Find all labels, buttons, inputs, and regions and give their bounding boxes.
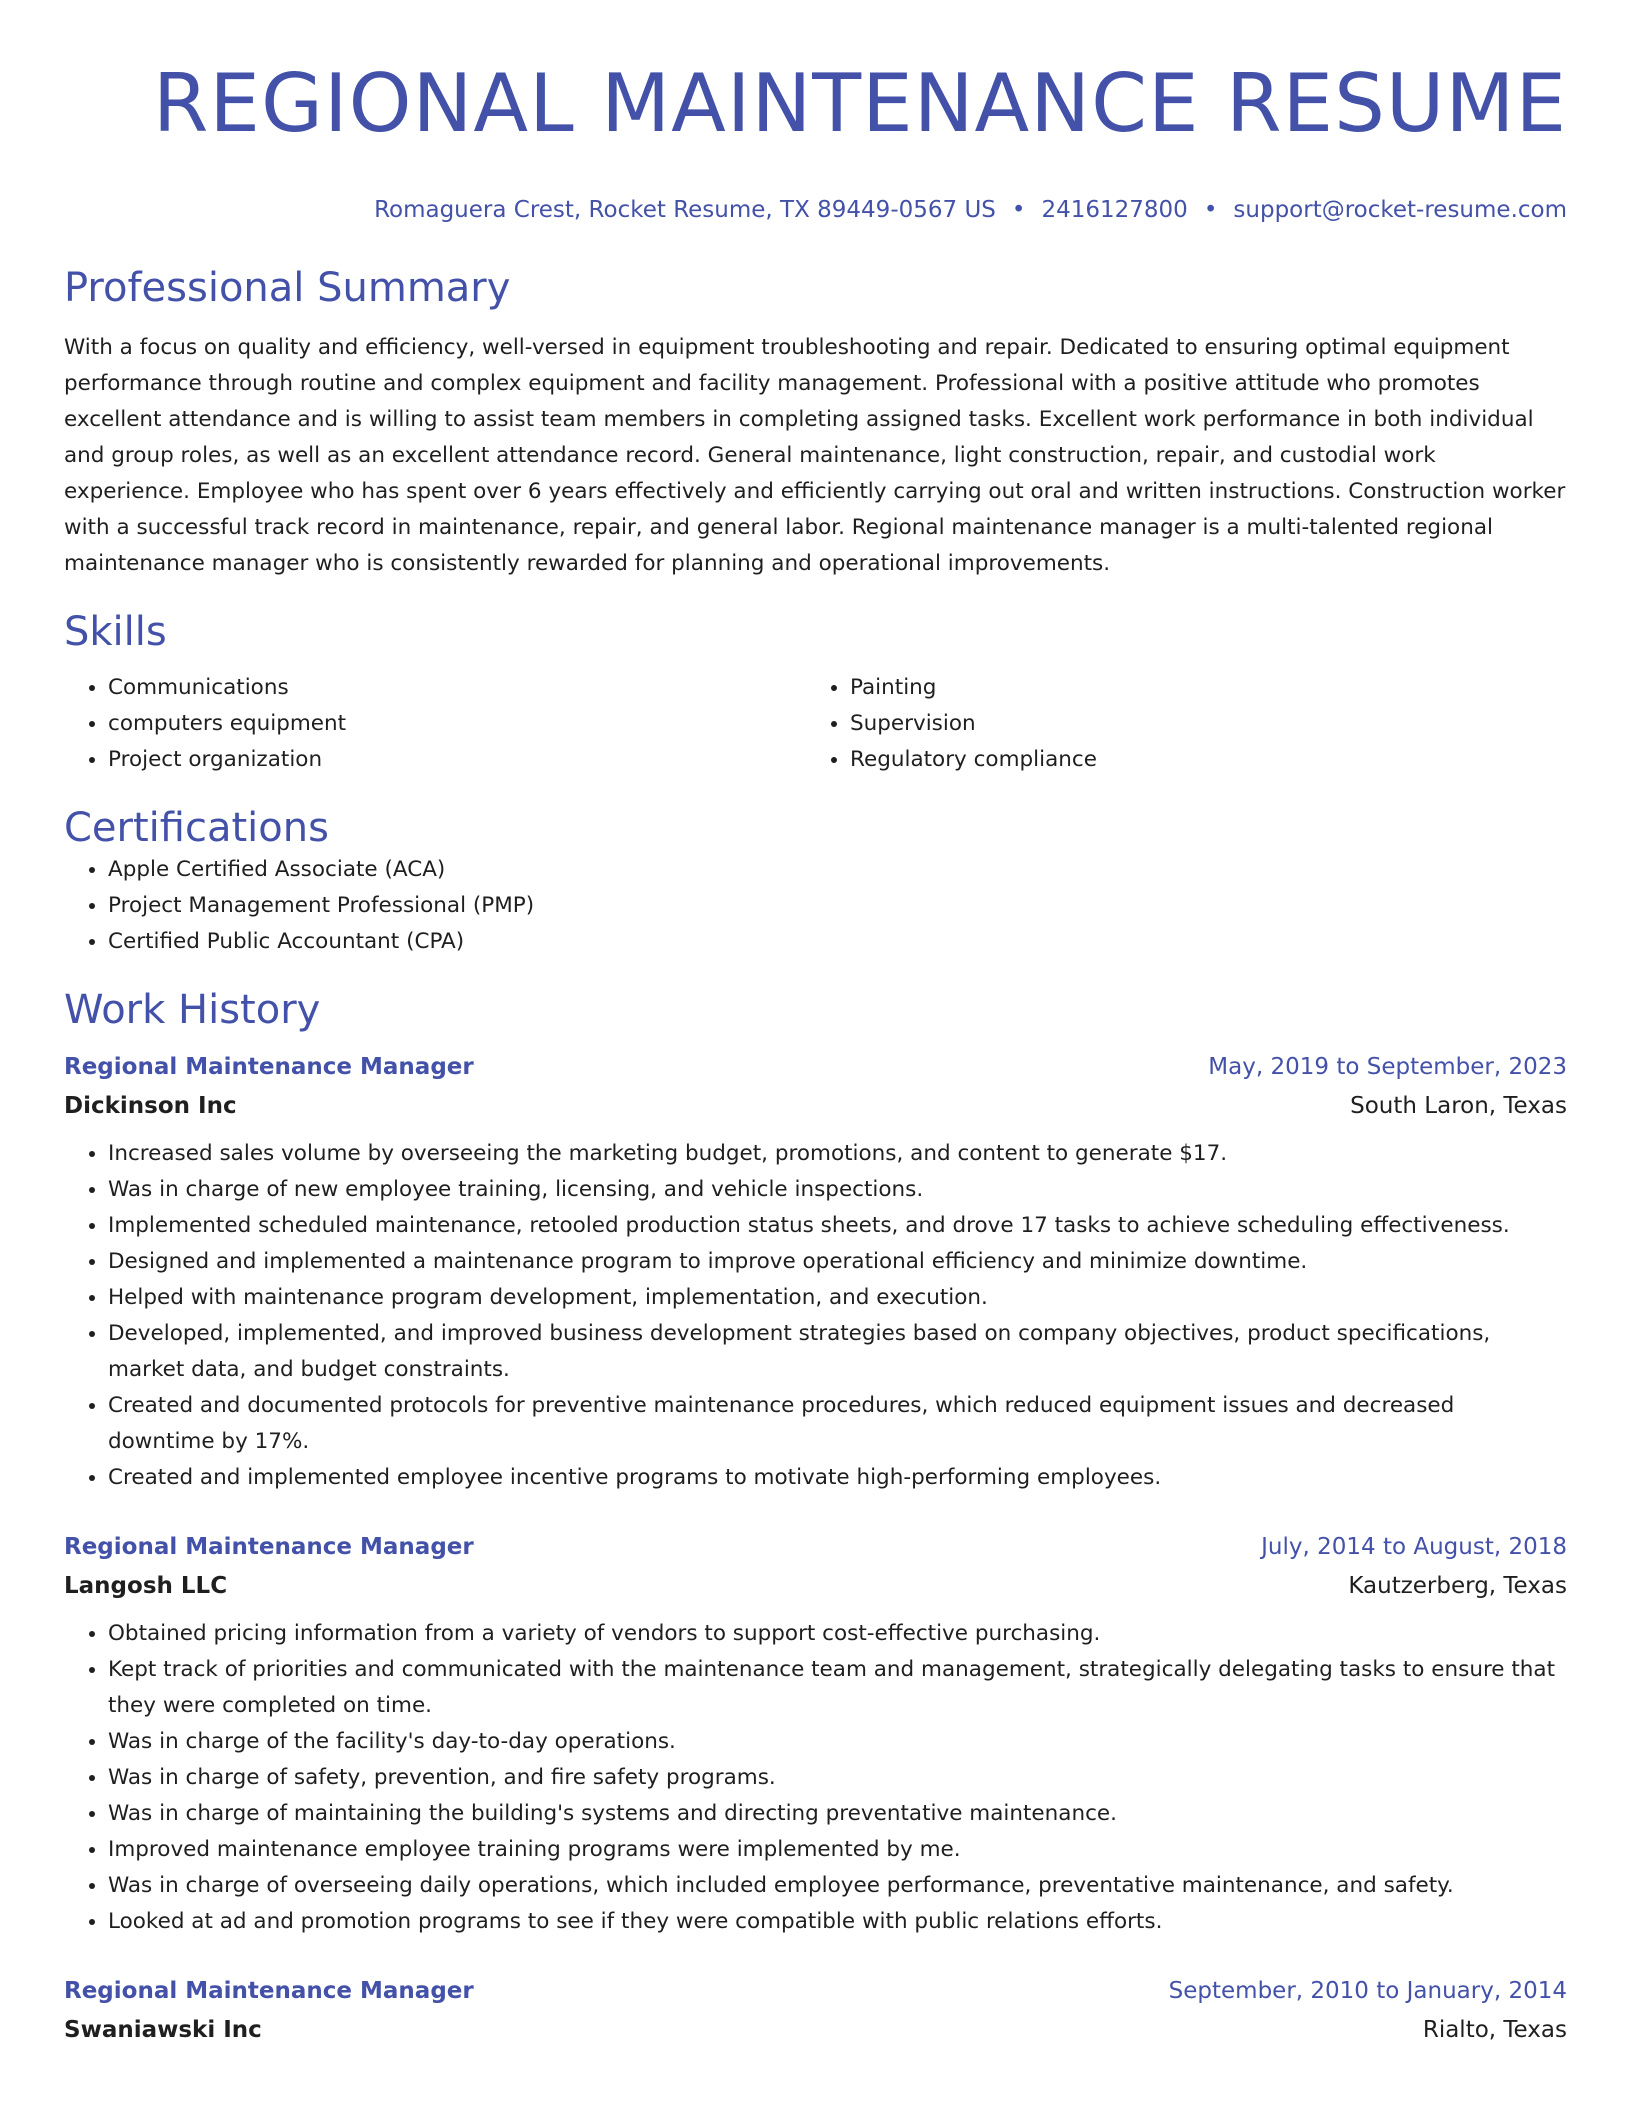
job-location: Rialto, Texas bbox=[1422, 2017, 1567, 2043]
job-duty-item: • Was in charge of new employee training, licensing, and vehicle inspections. bbox=[108, 1172, 1567, 1208]
job-entry bbox=[64, 1528, 1567, 1940]
section-title-work-history: Work History bbox=[64, 987, 321, 1033]
skills-section bbox=[64, 608, 1567, 778]
job-header bbox=[64, 1528, 1567, 1566]
resume-name: REGIONAL MAINTENANCE RESUME bbox=[152, 57, 1567, 150]
job-title: Regional Maintenance Manager bbox=[64, 1978, 474, 2004]
job-duty-item: • Developed, implemented, and improved business development strategies based on company objectives, product specifications, market data, and budget constraints. bbox=[108, 1316, 1567, 1388]
job-title: Regional Maintenance Manager bbox=[64, 1054, 474, 1080]
certification-item: • Project Management Professional (PMP) bbox=[108, 888, 1567, 924]
section-title-skills: Skills bbox=[64, 609, 167, 655]
job-subheader bbox=[64, 1086, 1567, 1126]
job-header bbox=[64, 1972, 1567, 2010]
job-duty-item: • Was in charge of the facility's day-to-day operations. bbox=[108, 1724, 1567, 1760]
job-duty-item: • Created and implemented employee incentive programs to motivate high-performing employees. bbox=[108, 1460, 1567, 1496]
job-duty-item: • Was in charge of safety, prevention, and fire safety programs. bbox=[108, 1760, 1567, 1796]
skills-grid bbox=[64, 670, 1567, 778]
skill-item: • Communications bbox=[108, 670, 806, 706]
skill-item: • computers equipment bbox=[108, 706, 806, 742]
job-duty-item: • Implemented scheduled maintenance, retooled production status sheets, and drove 17 tasks to achieve scheduling effectiveness. bbox=[108, 1208, 1567, 1244]
job-dates: July, 2014 to August, 2018 bbox=[1261, 1534, 1567, 1560]
job-dates: September, 2010 to January, 2014 bbox=[1168, 1978, 1567, 2004]
job-entry bbox=[64, 1972, 1567, 2050]
professional-summary-section bbox=[64, 264, 1567, 582]
job-company: Langosh LLC bbox=[64, 1573, 228, 1599]
section-title-summary: Professional Summary bbox=[64, 265, 511, 311]
job-duties-list bbox=[64, 1136, 1567, 1496]
job-title: Regional Maintenance Manager bbox=[64, 1534, 474, 1560]
work-history-section bbox=[64, 986, 1567, 2050]
job-dates: May, 2019 to September, 2023 bbox=[1208, 1054, 1567, 1080]
skills-list-left bbox=[64, 670, 806, 778]
contact-separator: • bbox=[1011, 197, 1026, 223]
job-entry bbox=[64, 1048, 1567, 1496]
skill-item: • Regulatory compliance bbox=[850, 742, 1548, 778]
skill-item: • Supervision bbox=[850, 706, 1548, 742]
job-company: Dickinson Inc bbox=[64, 1093, 237, 1119]
contact-phone[interactable]: 2416127800 bbox=[1041, 197, 1188, 223]
job-duty-item: • Kept track of priorities and communicated with the maintenance team and management, strategically delegating tasks to ensure that they were completed on time. bbox=[108, 1652, 1567, 1724]
job-subheader bbox=[64, 2010, 1567, 2050]
contact-email[interactable]: support@rocket-resume.com bbox=[1233, 197, 1567, 223]
contact-line bbox=[64, 196, 1567, 224]
contact-address: Romaguera Crest, Rocket Resume, TX 89449-0567 US bbox=[374, 197, 996, 223]
certifications-section bbox=[64, 804, 1567, 960]
certification-item: • Apple Certified Associate (ACA) bbox=[108, 852, 1567, 888]
certifications-list bbox=[64, 852, 1567, 960]
job-location: South Laron, Texas bbox=[1350, 1093, 1567, 1119]
job-duty-item: • Looked at ad and promotion programs to see if they were compatible with public relations efforts. bbox=[108, 1904, 1567, 1940]
job-subheader bbox=[64, 1566, 1567, 1606]
job-duty-item: • Obtained pricing information from a variety of vendors to support cost-effective purchasing. bbox=[108, 1616, 1567, 1652]
skill-item: • Project organization bbox=[108, 742, 806, 778]
contact-separator: • bbox=[1203, 197, 1218, 223]
job-duties-list bbox=[64, 1616, 1567, 1940]
resume-page bbox=[64, 0, 1567, 2050]
job-duty-item: • Improved maintenance employee training programs were implemented by me. bbox=[108, 1832, 1567, 1868]
job-duty-item: • Was in charge of maintaining the building's systems and directing preventative maintenance. bbox=[108, 1796, 1567, 1832]
summary-text: With a focus on quality and efficiency, well-versed in equipment troubleshooting and repair. Dedicated to ensuring optimal equipment performance through routine and complex equipment and facility management. Professional with a positive attitude who promotes excellent attendance and is willing to assist team members in completing assigned tasks. Excellent work performance in both individual and group roles, as well as an excellent attendance record. General maintenance, light construction, repair, and custodial work experience. Employee who has spent over 6 years effectively and efficiently carrying out oral and written instructions. Construction worker with a successful track record in maintenance, repair, and general labor. Regional maintenance manager is a multi-talented regional maintenance manager who is consistently rewarded for planning and operational improvements. bbox=[64, 335, 1566, 576]
job-duty-item: • Increased sales volume by overseeing the marketing budget, promotions, and content to generate $17. bbox=[108, 1136, 1567, 1172]
job-duty-item: • Created and documented protocols for preventive maintenance procedures, which reduced equipment issues and decreased downtime by 17%. bbox=[108, 1388, 1567, 1460]
job-location: Kautzerberg, Texas bbox=[1348, 1573, 1567, 1599]
job-duty-item: • Was in charge of overseeing daily operations, which included employee performance, preventative maintenance, and safety. bbox=[108, 1868, 1567, 1904]
job-duty-item: • Designed and implemented a maintenance program to improve operational efficiency and minimize downtime. bbox=[108, 1244, 1567, 1280]
job-duty-item: • Helped with maintenance program development, implementation, and execution. bbox=[108, 1280, 1567, 1316]
section-title-certifications: Certifications bbox=[64, 805, 329, 851]
job-company: Swaniawski Inc bbox=[64, 2017, 262, 2043]
skill-item: • Painting bbox=[850, 670, 1548, 706]
skills-list-right bbox=[806, 670, 1548, 778]
certification-item: • Certified Public Accountant (CPA) bbox=[108, 924, 1567, 960]
job-header bbox=[64, 1048, 1567, 1086]
